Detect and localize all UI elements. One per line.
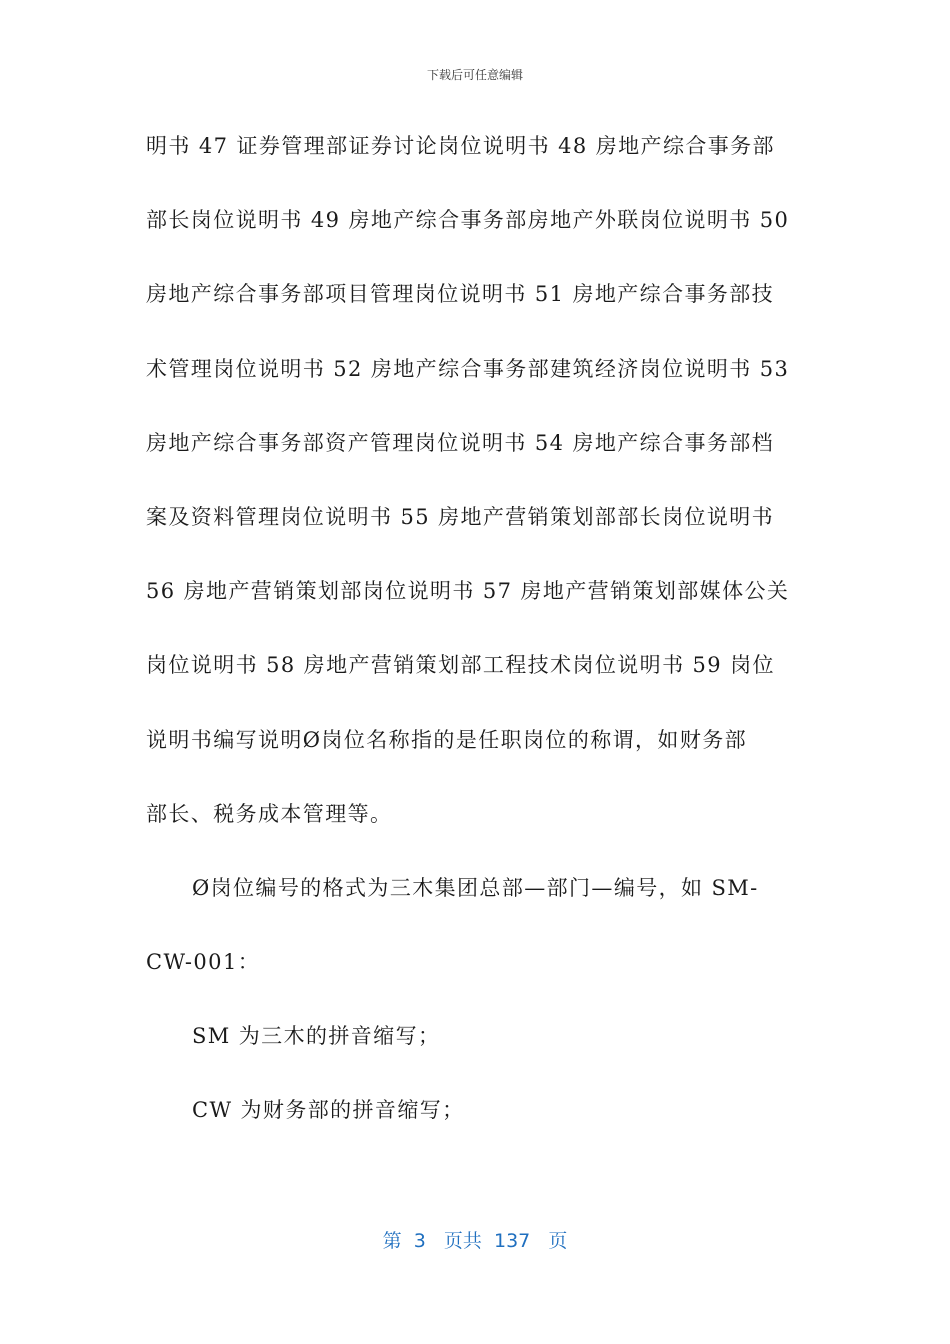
text-line: Ø岗位编号的格式为三木集团总部—部门—编号，如 SM- <box>192 875 759 900</box>
text-line: 说明书编写说明Ø岗位名称指的是任职岗位的称谓，如财务部 <box>146 727 748 752</box>
page-header: 下载后可任意编辑 <box>426 68 523 82</box>
text-line: 明书 47 证券管理部证券讨论岗位说明书 48 房地产综合事务部 <box>146 134 775 158</box>
text-line: 房地产综合事务部资产管理岗位说明书 54 房地产综合事务部档 <box>146 430 775 455</box>
text-line: 案及资料管理岗位说明书 55 房地产营销策划部部长岗位说明书 <box>146 504 775 529</box>
page-footer: 第 3 页共 137 页 <box>382 1230 568 1252</box>
text-line: SM 为三木的拼音缩写； <box>192 1024 441 1049</box>
text-line: 部长岗位说明书 49 房地产综合事务部房地产外联岗位说明书 50 <box>146 208 790 233</box>
text-line: 部长、税务成本管理等。 <box>146 801 393 826</box>
text-line: 岗位说明书 58 房地产营销策划部工程技术岗位说明书 59 岗位 <box>146 653 775 678</box>
document-body <box>146 128 826 1167</box>
text-line: 房地产综合事务部项目管理岗位说明书 51 房地产综合事务部技 <box>146 282 775 307</box>
text-line: CW 为财务部的拼音缩写； <box>192 1098 465 1123</box>
text-line: 56 房地产营销策划部岗位说明书 57 房地产营销策划部媒体公关 <box>146 579 790 604</box>
text-line: 术管理岗位说明书 52 房地产综合事务部建筑经济岗位说明书 53 <box>146 356 790 381</box>
text-line: CW-001： <box>146 950 261 975</box>
